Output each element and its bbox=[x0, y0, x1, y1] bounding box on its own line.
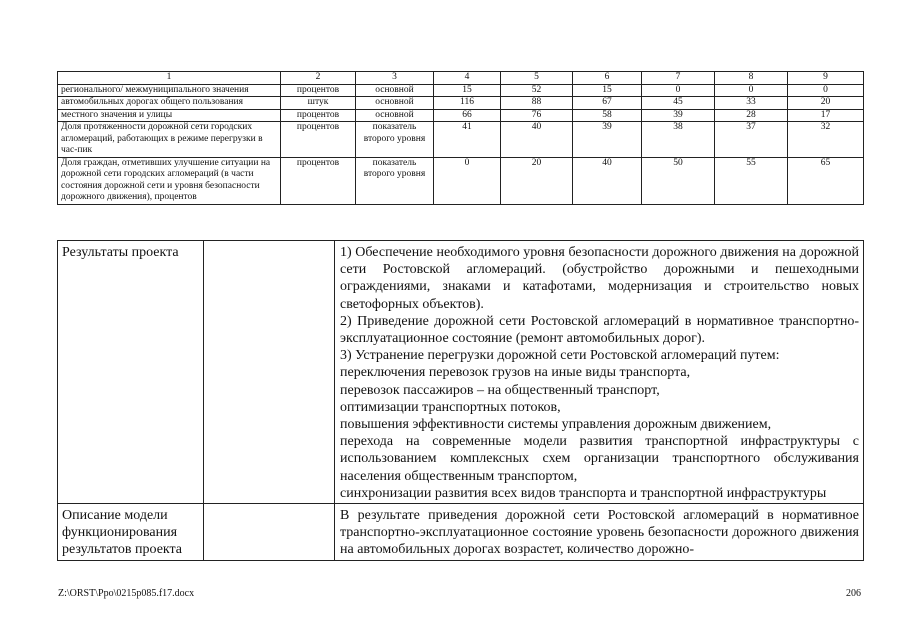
value-cell: 52 bbox=[501, 84, 573, 97]
value-cell: 20 bbox=[788, 97, 864, 110]
type-cell: основной bbox=[356, 84, 434, 97]
type-cell: основной bbox=[356, 109, 434, 122]
indicator-name: автомобильных дорогах общего пользования bbox=[58, 97, 281, 110]
unit-cell: процентов bbox=[281, 157, 356, 204]
result-item: оптимизации транспортных потоков, bbox=[340, 399, 561, 415]
value-cell: 66 bbox=[434, 109, 501, 122]
value-cell: 45 bbox=[642, 97, 715, 110]
result-item: повышения эффективности системы управления дорожным движением, bbox=[340, 417, 772, 433]
result-item: переключения перевозок грузов на иные виды транспорта, bbox=[340, 365, 691, 381]
type-cell: показатель второго уровня bbox=[356, 157, 434, 204]
header-cell: 4 bbox=[434, 72, 501, 85]
value-cell: 39 bbox=[642, 109, 715, 122]
header-cell: 6 bbox=[573, 72, 642, 85]
table-row bbox=[58, 157, 864, 204]
value-cell: 55 bbox=[715, 157, 788, 204]
value-cell: 0 bbox=[715, 84, 788, 97]
header-cell: 3 bbox=[356, 72, 434, 85]
indicators-table bbox=[57, 71, 864, 205]
results-row bbox=[58, 241, 864, 504]
value-cell: 67 bbox=[573, 97, 642, 110]
unit-cell: процентов bbox=[281, 84, 356, 97]
results-label: Результаты проекта bbox=[58, 241, 204, 504]
model-row bbox=[58, 504, 864, 561]
value-cell: 40 bbox=[573, 157, 642, 204]
value-cell: 20 bbox=[501, 157, 573, 204]
unit-cell: процентов bbox=[281, 109, 356, 122]
value-cell: 0 bbox=[434, 157, 501, 204]
type-cell: основной bbox=[356, 97, 434, 110]
result-item: перехода на современные модели развития транспортной инфраструктуры с использованием комплексных схем организации транспортного обслуживания населения общественным транспортом, bbox=[340, 434, 859, 484]
value-cell: 32 bbox=[788, 122, 864, 158]
results-content bbox=[335, 241, 864, 504]
result-item: 2) Приведение дорожной сети Ростовской агломераций в нормативное транспортно-эксплуатационное состояние (ремонт автомобильных дорог). bbox=[340, 313, 859, 347]
value-cell: 76 bbox=[501, 109, 573, 122]
value-cell: 38 bbox=[642, 122, 715, 158]
header-cell: 2 bbox=[281, 72, 356, 85]
value-cell: 15 bbox=[573, 84, 642, 97]
empty-cell bbox=[204, 504, 335, 561]
value-cell: 37 bbox=[715, 122, 788, 158]
indicator-name: регионального/ межмуниципального значения bbox=[58, 84, 281, 97]
header-cell: 7 bbox=[642, 72, 715, 85]
table-row bbox=[58, 122, 864, 158]
empty-cell bbox=[204, 241, 335, 504]
model-content: В результате приведения дорожной сети Ростовской агломераций в нормативное транспортно-эксплуатационное состояние уровень безопасности дорожного движения на автомобильных дорогах возрастет, количество дорожно- bbox=[335, 504, 864, 561]
unit-cell: процентов bbox=[281, 122, 356, 158]
file-path: Z:\ORST\Ppo\0215p085.f17.docx bbox=[58, 588, 195, 599]
project-table bbox=[57, 240, 864, 561]
value-cell: 50 bbox=[642, 157, 715, 204]
value-cell: 58 bbox=[573, 109, 642, 122]
result-item: перевозок пассажиров – на общественный транспорт, bbox=[340, 382, 660, 398]
type-cell: показатель второго уровня bbox=[356, 122, 434, 158]
header-cell: 5 bbox=[501, 72, 573, 85]
value-cell: 39 bbox=[573, 122, 642, 158]
value-cell: 15 bbox=[434, 84, 501, 97]
value-cell: 116 bbox=[434, 97, 501, 110]
value-cell: 33 bbox=[715, 97, 788, 110]
result-item: синхронизации развития всех видов транспорта и транспортной инфраструктуры bbox=[340, 485, 827, 501]
header-cell: 1 bbox=[58, 72, 281, 85]
result-item: 1) Обеспечение необходимого уровня безопасности дорожного движения на дорожной сети Ростовской агломераций. (обустройство дорожными и пешеходными ограждениями, знаками и катафотами, модернизация и строительство новых светофорных объектов). bbox=[340, 245, 859, 312]
header-cell: 8 bbox=[715, 72, 788, 85]
table-row bbox=[58, 84, 864, 97]
value-cell: 0 bbox=[642, 84, 715, 97]
table-row bbox=[58, 97, 864, 110]
table-row bbox=[58, 109, 864, 122]
value-cell: 65 bbox=[788, 157, 864, 204]
header-cell: 9 bbox=[788, 72, 864, 85]
result-item: 3) Устранение перегрузки дорожной сети Ростовской агломераций путем: bbox=[340, 348, 780, 364]
indicator-name: Доля протяженности дорожной сети городских агломераций, работающих в режиме перегрузки в час-пик bbox=[58, 122, 281, 158]
value-cell: 41 bbox=[434, 122, 501, 158]
value-cell: 17 bbox=[788, 109, 864, 122]
value-cell: 28 bbox=[715, 109, 788, 122]
page-number: 206 bbox=[846, 588, 861, 599]
indicators-header-row bbox=[58, 72, 864, 85]
model-label: Описание модели функционирования результатов проекта bbox=[58, 504, 204, 561]
indicator-name: местного значения и улицы bbox=[58, 109, 281, 122]
indicator-name: Доля граждан, отметивших улучшение ситуации на дорожной сети городских агломераций (в части состояния дорожной сети и уровня безопасности дорожного движения), процентов bbox=[58, 157, 281, 204]
value-cell: 0 bbox=[788, 84, 864, 97]
value-cell: 88 bbox=[501, 97, 573, 110]
value-cell: 40 bbox=[501, 122, 573, 158]
unit-cell: штук bbox=[281, 97, 356, 110]
